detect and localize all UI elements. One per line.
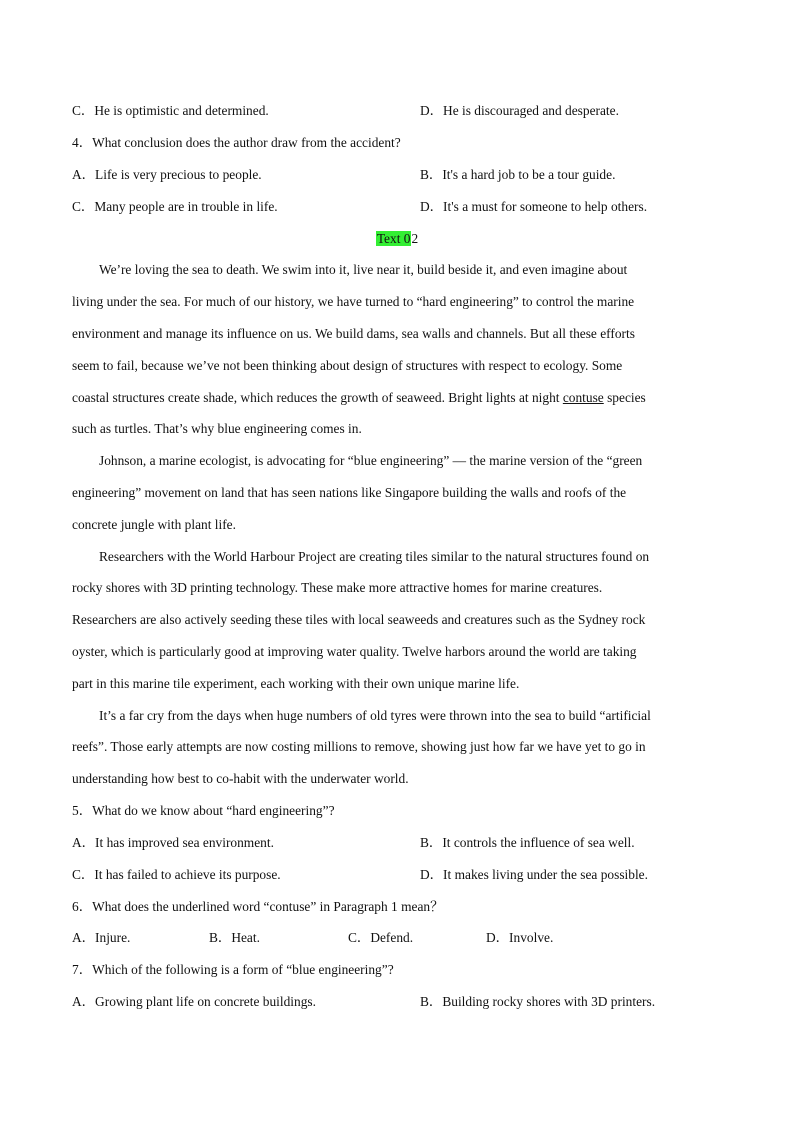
q5-option-a: A．It has improved sea environment. [72,835,274,850]
p1-line-3: environment and manage its influence on us. We build dams, sea walls and channels. But all these efforts [72,326,635,341]
p4-line-1: It’s a far cry from the days when huge numbers of old tyres were thrown into the sea to build “artificial [99,708,651,723]
p3-line-4: oyster, which is particularly good at improving water quality. Twelve harbors around the world are taking [72,644,637,659]
q4-option-c: C．Many people are in trouble in life. [72,199,278,214]
q6-option-c: C．Defend. [348,930,414,945]
q5-stem: 5．What do we know about “hard engineering”? [72,803,335,818]
p1-line-5-tail: species [603,390,646,405]
q4-option-d: D．It's a must for someone to help others. [420,199,648,214]
q7-option-b: B．Building rocky shores with 3D printers. [420,994,656,1009]
q6-stem: 6．What does the underlined word “contuse” in Paragraph 1 mean？ [72,899,444,914]
p4-line-3: understanding how best to co-habit with the underwater world. [72,771,409,786]
p3-line-5: part in this marine tile experiment, each working with their own unique marine life. [72,676,520,691]
q4-option-b: B．It's a hard job to be a tour guide. [420,167,616,182]
p2-line-3: concrete jungle with plant life. [72,517,236,532]
q5-option-b: B．It controls the influence of sea well. [420,835,635,850]
q3-option-c: C．He is optimistic and determined. [72,103,269,118]
q5-option-c: C．It has failed to achieve its purpose. [72,867,281,882]
p1-line-1: We’re loving the sea to death. We swim into it, live near it, build beside it, and even imagine about [99,262,628,277]
q7-option-a: A．Growing plant life on concrete buildings. [72,994,316,1009]
q6-options-row [72,930,554,946]
p3-line-2: rocky shores with 3D printing technology. These make more attractive homes for marine creatures. [72,580,603,595]
p1-line-2: living under the sea. For much of our history, we have turned to “hard engineering” to control the marine [72,294,635,309]
q4-options-row-2 [72,199,648,215]
p3-line-1: Researchers with the World Harbour Project are creating tiles similar to the natural structures found on [99,549,650,564]
q5-options-row-2 [72,867,648,883]
p1-line-6: such as turtles. That’s why blue engineering comes in. [72,421,362,436]
q3-option-d: D．He is discouraged and desperate. [420,103,619,118]
p1-line-5 [72,390,646,406]
q5-option-d: D．It makes living under the sea possible. [420,867,648,882]
q4-stem: 4．What conclusion does the author draw from the accident? [72,135,401,150]
q7-stem: 7．Which of the following is a form of “blue engineering”? [72,962,394,977]
underlined-word: contuse [562,390,604,405]
q3-options-row [72,103,619,119]
q6-option-d: D．Involve. [486,930,554,945]
p1-line-5-text: coastal structures create shade, which reduces the growth of seaweed. Bright lights at night [72,390,563,405]
q4-options-row-1 [72,167,616,183]
q7-options-row [72,994,656,1010]
q6-option-b: B．Heat. [209,930,260,945]
q5-options-row-1 [72,835,635,851]
section-heading-number: 2 [411,231,419,246]
p1-line-4: seem to fail, because we’ve not been thinking about design of structures with respect to ecology. Some [72,358,623,373]
section-heading [0,231,794,247]
p2-line-2: engineering” movement on land that has seen nations like Singapore building the walls and roofs of the [72,485,627,500]
p4-line-2: reefs”. Those early attempts are now costing millions to remove, showing just how far we have yet to go in [72,739,646,754]
section-heading-highlight: Text 0 [376,231,411,246]
q4-option-a: A．Life is very precious to people. [72,167,262,182]
q6-option-a: A．Injure. [72,930,131,945]
p3-line-3: Researchers are also actively seeding these tiles with local seaweeds and creatures such as the Sydney rock [72,612,646,627]
p2-line-1: Johnson, a marine ecologist, is advocating for “blue engineering” — the marine version of the “green [99,453,643,468]
